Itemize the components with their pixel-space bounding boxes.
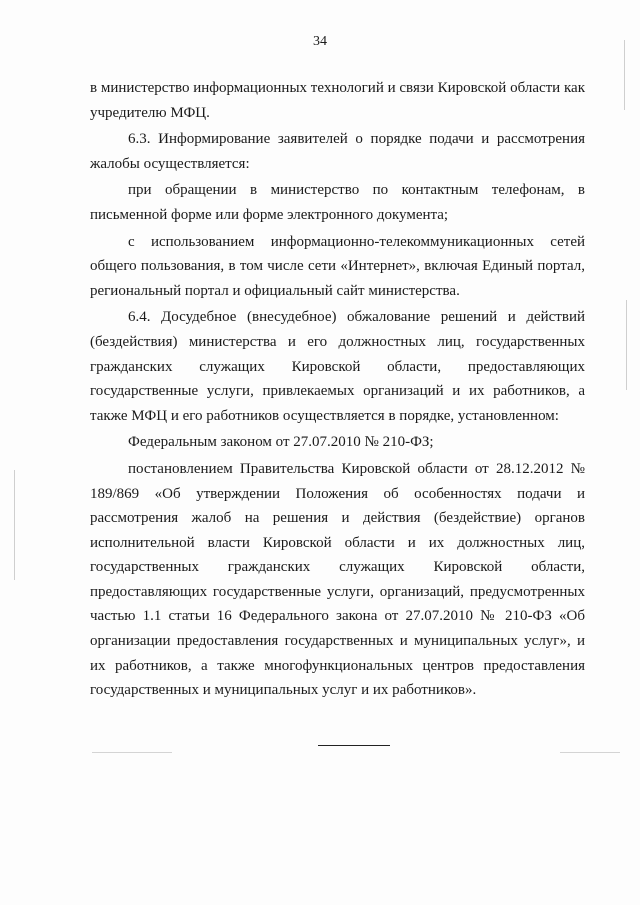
paragraph-government-resolution: постановлением Правительства Кировской области от 28.12.2012 № 189/869 «Об утверждении Положения об особенностях подачи и рассмотрения жалоб на решения и действия (бездействие) органов исполнительной власти Кировской области и их должностных лиц, государственных гражданских служащих Кировской области, предоставляющих государственные услуги, организаций, предусмотренных частью 1.1 статьи 16 Федерального закона от 27.07.2010 № 210-ФЗ «Об организации предоставления государственных и муниципальных услуг», и их работников, а также многофункциональных центров предоставления государственных и муниципальных услуг и их работников». (90, 460, 585, 699)
paragraph-contact-phones: при обращении в министерство по контактным телефонам, в письменной форме или форме электронного документа; (90, 182, 585, 223)
scan-artifact (624, 40, 625, 110)
document-body (90, 76, 585, 703)
end-of-text-rule (318, 745, 390, 746)
scan-artifact (14, 470, 15, 580)
scan-artifact (626, 300, 627, 390)
scan-artifact (92, 752, 172, 753)
paragraph-6-4: 6.4. Досудебное (внесудебное) обжалование решений и действий (бездействия) министерства и его должностных лиц, государственных гражданских служащих Кировской области, предоставляющих государственные услуги, привлекаемых организаций и их работников, а также МФЦ и его работников осуществляется в порядке, установленном: (90, 309, 585, 424)
paragraph-6-3: 6.3. Информирование заявителей о порядке подачи и рассмотрения жалобы осуществляется: (90, 131, 585, 172)
paragraph-federal-law: Федеральным законом от 27.07.2010 № 210-ФЗ; (128, 434, 434, 451)
paragraph-ministry-founder: в министерство информационных технологий и связи Кировской области как учредителю МФЦ. (90, 80, 585, 121)
paragraph-internet-networks: с использованием информационно-телекоммуникационных сетей общего пользования, в том числе сети «Интернет», включая Единый портал, региональный портал и официальный сайт министерства. (90, 233, 585, 299)
scan-artifact (560, 752, 620, 753)
page-number: 34 (313, 34, 327, 49)
